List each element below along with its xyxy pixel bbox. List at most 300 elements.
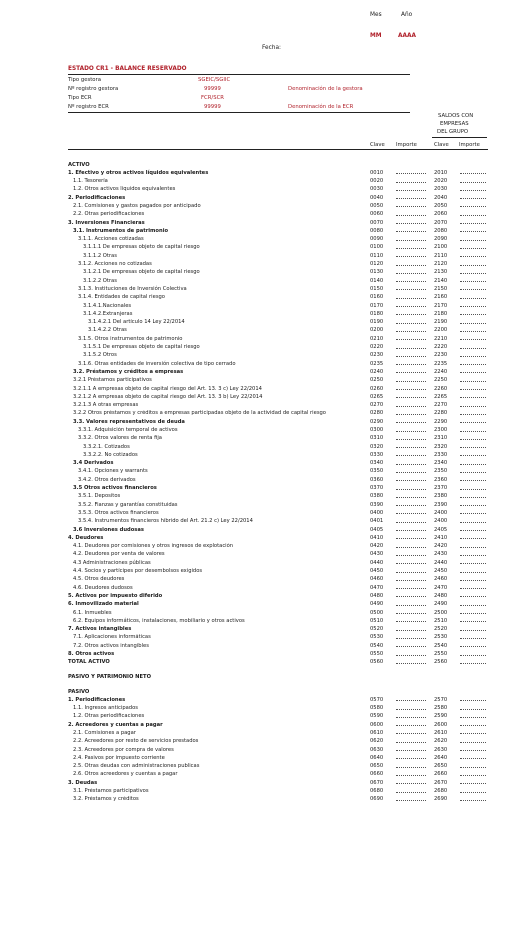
clave-cell: 0260 — [370, 385, 384, 392]
importe-field[interactable] — [396, 360, 434, 368]
importe2-field[interactable] — [460, 501, 522, 509]
importe-field[interactable] — [396, 601, 434, 609]
estado-label: Nº registro ECR — [68, 104, 109, 110]
row-label: 3.2.1.2 A empresas objeto de capital riesgo del Art. 13. 3 b) Ley 22/2014 — [73, 393, 263, 400]
row-label: PASIVO — [68, 689, 90, 695]
importe2-field[interactable] — [460, 261, 522, 269]
clave2-cell: 2680 — [434, 788, 448, 795]
importe2-field[interactable] — [460, 427, 522, 435]
importe-field[interactable] — [396, 460, 434, 468]
row-label: 1.2. Otros activos líquidos equivalentes — [73, 186, 176, 193]
importe-field[interactable] — [396, 393, 434, 401]
importe2-field[interactable] — [460, 285, 522, 293]
clave-cell: 0210 — [370, 335, 384, 342]
importe-field[interactable] — [396, 302, 434, 310]
importe2-field[interactable] — [460, 609, 522, 617]
table-row — [0, 509, 522, 517]
importe2-field[interactable] — [460, 393, 522, 401]
importe2-field[interactable] — [460, 169, 522, 177]
clave-cell: 0570 — [370, 696, 384, 703]
row-label: 3.2.1 Préstamos participativos — [73, 377, 152, 384]
importe2-field[interactable] — [460, 219, 522, 227]
header-rule — [68, 149, 488, 150]
clave2-cell: 2360 — [434, 476, 448, 483]
importe2-field[interactable] — [460, 435, 522, 443]
row-label: PASIVO Y PATRIMONIO NETO — [68, 674, 151, 681]
importe-field[interactable] — [396, 443, 434, 451]
importe2-field[interactable] — [460, 796, 522, 804]
importe-field[interactable] — [396, 526, 434, 534]
clave-cell: 0280 — [370, 410, 384, 417]
row-label: 3.3.2.1. Cotizados — [83, 443, 130, 450]
importe-field[interactable] — [396, 568, 434, 576]
clave2-cell: 2405 — [434, 526, 448, 533]
row-label: 2. Periodificaciones — [68, 194, 126, 201]
importe2-field[interactable] — [460, 186, 522, 194]
importe-field[interactable] — [396, 194, 434, 202]
importe-field[interactable] — [396, 261, 434, 269]
clave2-cell: 2390 — [434, 501, 448, 508]
importe-field[interactable] — [396, 219, 434, 227]
table-row — [0, 754, 522, 762]
clave-cell — [370, 667, 396, 674]
clave2-cell: 2480 — [434, 592, 448, 599]
importe-field[interactable] — [396, 779, 434, 787]
importe-field[interactable] — [396, 754, 434, 762]
importe2-field[interactable] — [460, 696, 522, 704]
importe2-field[interactable] — [460, 418, 522, 426]
clave2-cell: 2450 — [434, 568, 448, 575]
importe2-field[interactable] — [460, 642, 522, 650]
row-label: 4.6. Deudores dudosos — [73, 584, 133, 591]
importe-field[interactable] — [396, 713, 434, 721]
table-row — [0, 261, 522, 269]
importe-field[interactable] — [396, 236, 434, 244]
importe2-field[interactable] — [460, 202, 522, 210]
importe2-field[interactable] — [460, 485, 522, 493]
saldos-line: SALDOS CON — [438, 113, 474, 119]
row-label: 4.4. Socios y partícipes por desembolsos exigidos — [73, 568, 203, 575]
estado-value[interactable]: SGEIC/SGIIC — [198, 77, 231, 83]
importe2-field[interactable] — [460, 194, 522, 202]
importe-field[interactable] — [396, 634, 434, 642]
importe-field[interactable] — [396, 534, 434, 542]
importe-field — [396, 667, 434, 674]
importe2-field[interactable] — [460, 568, 522, 576]
estado-extra[interactable]: Denominación de la gestora — [288, 86, 363, 92]
importe2-field[interactable] — [460, 584, 522, 592]
importe2-field[interactable] — [460, 626, 522, 634]
importe2-field[interactable] — [460, 551, 522, 559]
table-row — [0, 626, 522, 634]
importe2-field[interactable] — [460, 493, 522, 501]
row-label: 3.1.3. Instituciones de Inversión Colectiva — [78, 285, 187, 292]
table-row — [0, 402, 522, 410]
table-row — [0, 319, 522, 327]
importe-field[interactable] — [396, 410, 434, 418]
row-label: 3.3.2. Otros valores de renta fija — [78, 435, 162, 442]
row-label: 3.2.1.1 A empresas objeto de capital riesgo del Art. 13. 3 c) Ley 22/2014 — [73, 385, 262, 392]
importe-field[interactable] — [396, 269, 434, 277]
estado-value[interactable]: 99999 — [204, 86, 221, 92]
importe2-field[interactable] — [460, 518, 522, 526]
table-row — [0, 294, 522, 302]
table-row — [0, 584, 522, 592]
row-label: 5. Activos por impuesto diferido — [68, 592, 163, 599]
importe2-field[interactable] — [460, 729, 522, 737]
importe2-field[interactable] — [460, 771, 522, 779]
table-row — [0, 682, 522, 689]
importe2-field[interactable] — [460, 178, 522, 186]
importe2-field[interactable] — [460, 746, 522, 754]
importe2-field[interactable] — [460, 319, 522, 327]
table-row — [0, 302, 522, 310]
table-row — [0, 186, 522, 194]
importe2-field[interactable] — [460, 211, 522, 219]
importe-field[interactable] — [396, 729, 434, 737]
clave2-cell — [434, 162, 460, 169]
clave-cell: 0090 — [370, 236, 384, 243]
importe-field[interactable] — [396, 642, 434, 650]
table-row — [0, 476, 522, 484]
importe-field[interactable] — [396, 377, 434, 385]
importe2-field[interactable] — [460, 377, 522, 385]
importe2-field[interactable] — [460, 402, 522, 410]
importe2-field[interactable] — [460, 294, 522, 302]
importe2-field[interactable] — [460, 451, 522, 459]
clave-cell — [370, 674, 396, 681]
table-row — [0, 219, 522, 227]
importe-field[interactable] — [396, 746, 434, 754]
clave-cell: 0630 — [370, 746, 384, 753]
importe2-field[interactable] — [460, 269, 522, 277]
importe-field[interactable] — [396, 252, 434, 260]
clave2-cell: 2400 — [434, 518, 448, 525]
saldos-line: EMPRESAS — [440, 121, 469, 127]
importe2-field[interactable] — [460, 302, 522, 310]
clave-cell: 0120 — [370, 261, 384, 268]
table-row — [0, 244, 522, 252]
importe-field[interactable] — [396, 576, 434, 584]
row-label: 2.4. Pasivos por impuesto corriente — [73, 754, 165, 761]
table-row — [0, 368, 522, 376]
clave2-cell: 2110 — [434, 252, 448, 259]
importe-field[interactable] — [396, 592, 434, 600]
importe2-field[interactable] — [460, 576, 522, 584]
clave2-cell: 2250 — [434, 377, 448, 384]
importe-field[interactable] — [396, 435, 434, 443]
row-label: 3.5 Otros activos financieros — [73, 485, 157, 492]
importe2-field[interactable] — [460, 534, 522, 542]
importe-field[interactable] — [396, 427, 434, 435]
clave2-cell: 2270 — [434, 402, 448, 409]
table-row — [0, 788, 522, 796]
row-label: 3.2. Préstamos y créditos — [73, 796, 139, 803]
table-row — [0, 689, 522, 696]
table-row — [0, 178, 522, 186]
table-row — [0, 543, 522, 551]
importe-field[interactable] — [396, 485, 434, 493]
importe-field[interactable] — [396, 310, 434, 318]
importe-field[interactable] — [396, 651, 434, 659]
clave2-cell: 2440 — [434, 559, 448, 566]
importe2-field[interactable] — [460, 335, 522, 343]
clave-cell: 0610 — [370, 729, 384, 736]
clave-cell: 0235 — [370, 360, 384, 367]
importe2-field[interactable] — [460, 310, 522, 318]
clave2-cell: 2690 — [434, 796, 448, 803]
clave2-cell: 2090 — [434, 236, 448, 243]
importe-field[interactable] — [396, 501, 434, 509]
importe2-field[interactable] — [460, 779, 522, 787]
importe-field[interactable] — [396, 402, 434, 410]
importe-field[interactable] — [396, 551, 434, 559]
anio-value[interactable]: AAAA — [398, 33, 416, 39]
importe-field[interactable] — [396, 294, 434, 302]
row-label: 3.5.3. Otros activos financieros — [78, 509, 159, 516]
importe2-field[interactable] — [460, 601, 522, 609]
clave2-cell: 2380 — [434, 493, 448, 500]
estado-bottom-rule — [68, 112, 410, 113]
clave-cell: 0140 — [370, 277, 384, 284]
clave-cell: 0600 — [370, 721, 384, 728]
importe2-field[interactable] — [460, 738, 522, 746]
importe-field[interactable] — [396, 335, 434, 343]
table-row — [0, 696, 522, 704]
clave-cell: 0060 — [370, 211, 384, 218]
fecha-label: Fecha: — [262, 45, 281, 51]
clave-cell: 0550 — [370, 651, 384, 658]
table-row — [0, 418, 522, 426]
estado-value[interactable]: 99999 — [204, 104, 221, 110]
importe2-field[interactable] — [460, 327, 522, 335]
importe2-field[interactable] — [460, 651, 522, 659]
clave2-cell — [434, 682, 460, 689]
importe-field[interactable] — [396, 763, 434, 771]
clave-cell: 0530 — [370, 634, 384, 641]
importe2-field — [460, 674, 522, 681]
importe2-field[interactable] — [460, 468, 522, 476]
importe2-field[interactable] — [460, 460, 522, 468]
clave-cell: 0160 — [370, 294, 384, 301]
importe-field[interactable] — [396, 285, 434, 293]
clave-cell: 0510 — [370, 617, 384, 624]
importe-field[interactable] — [396, 277, 434, 285]
estado-extra[interactable]: Denominación de la ECR — [288, 104, 354, 110]
clave-cell: 0640 — [370, 754, 384, 761]
importe-field[interactable] — [396, 493, 434, 501]
clave-cell: 0520 — [370, 626, 384, 633]
clave2-cell: 2020 — [434, 178, 448, 185]
row-label: 3.3.1. Adquisición temporal de activos — [78, 427, 178, 433]
importe-field[interactable] — [396, 617, 434, 625]
row-label: 3.1.5.1 De empresas objeto de capital riesgo — [83, 344, 200, 351]
clave-cell: 0460 — [370, 576, 384, 583]
importe-field[interactable] — [396, 509, 434, 517]
clave2-cell: 2080 — [434, 227, 448, 234]
importe2-field[interactable] — [460, 509, 522, 517]
importe-field[interactable] — [396, 468, 434, 476]
importe-field[interactable] — [396, 518, 434, 526]
clave-cell: 0170 — [370, 302, 384, 309]
importe2-field[interactable] — [460, 443, 522, 451]
clave-cell: 0340 — [370, 460, 384, 467]
clave2-cell: 2060 — [434, 211, 448, 218]
clave2-cell: 2330 — [434, 451, 448, 458]
importe-field[interactable] — [396, 169, 434, 177]
table-row — [0, 360, 522, 368]
estado-title: ESTADO CR1 - BALANCE RESERVADO — [68, 66, 187, 72]
clave2-cell: 2630 — [434, 746, 448, 753]
importe-field[interactable] — [396, 344, 434, 352]
balance-table — [0, 162, 522, 804]
row-label: 3.1.5. Otros instrumentos de patrimonio — [78, 335, 183, 342]
table-row — [0, 601, 522, 609]
table-row — [0, 729, 522, 737]
importe-field[interactable] — [396, 178, 434, 186]
clave2-cell: 2200 — [434, 327, 448, 334]
importe-field[interactable] — [396, 476, 434, 484]
clave2-cell: 2310 — [434, 435, 448, 442]
importe-field — [396, 162, 434, 169]
importe2-field[interactable] — [460, 360, 522, 368]
importe-field[interactable] — [396, 659, 434, 667]
importe2-field[interactable] — [460, 559, 522, 567]
row-label: 2.1. Comisiones y gastos pagados por anticipado — [73, 202, 201, 209]
row-label: TOTAL ACTIVO — [68, 659, 110, 666]
table-row — [0, 796, 522, 804]
importe2-field[interactable] — [460, 543, 522, 551]
importe2-field[interactable] — [460, 236, 522, 244]
row-label: 3. Inversiones Financieras — [68, 219, 145, 226]
clave-cell: 0270 — [370, 402, 384, 409]
clave2-cell: 2240 — [434, 368, 448, 375]
importe2-field — [460, 689, 522, 696]
importe-field[interactable] — [396, 418, 434, 426]
importe2-field[interactable] — [460, 634, 522, 642]
clave-cell: 0100 — [370, 244, 384, 251]
importe-field[interactable] — [396, 211, 434, 219]
importe2-field[interactable] — [460, 227, 522, 235]
importe2-field[interactable] — [460, 252, 522, 260]
importe2-field[interactable] — [460, 385, 522, 393]
importe-field[interactable] — [396, 543, 434, 551]
clave-cell: 0265 — [370, 393, 384, 400]
importe2-field[interactable] — [460, 763, 522, 771]
importe2-field[interactable] — [460, 592, 522, 600]
importe-field[interactable] — [396, 451, 434, 459]
importe2-field[interactable] — [460, 721, 522, 729]
clave2-cell: 2670 — [434, 779, 448, 786]
importe-field[interactable] — [396, 721, 434, 729]
importe-field[interactable] — [396, 584, 434, 592]
importe2-field[interactable] — [460, 410, 522, 418]
clave2-cell: 2410 — [434, 534, 448, 541]
importe-field[interactable] — [396, 626, 434, 634]
clave-cell: 0690 — [370, 796, 384, 803]
clave2-cell: 2530 — [434, 634, 448, 641]
clave-cell: 0010 — [370, 169, 384, 176]
clave-cell: 0030 — [370, 186, 384, 193]
importe-field[interactable] — [396, 385, 434, 393]
importe-field — [396, 682, 434, 689]
clave2-header: Clave — [434, 142, 449, 148]
row-label: 2.1. Comisiones a pagar — [73, 729, 136, 736]
table-row — [0, 327, 522, 335]
importe-field[interactable] — [396, 352, 434, 360]
importe-field[interactable] — [396, 227, 434, 235]
table-row — [0, 738, 522, 746]
table-row — [0, 559, 522, 567]
importe2-field[interactable] — [460, 788, 522, 796]
importe-field[interactable] — [396, 705, 434, 713]
importe2-field[interactable] — [460, 617, 522, 625]
row-label: 3.1.6. Otras entidades de inversión colectiva de tipo cerrado — [78, 360, 236, 367]
importe2-field[interactable] — [460, 344, 522, 352]
importe-field[interactable] — [396, 202, 434, 210]
importe2-field[interactable] — [460, 244, 522, 252]
table-row — [0, 252, 522, 260]
table-row — [0, 779, 522, 787]
clave-cell: 0050 — [370, 202, 384, 209]
row-label: 2.5. Otras deudas con administraciones publicas — [73, 763, 200, 770]
table-row — [0, 651, 522, 659]
row-label: 3.5.4. Instrumentos financieros híbrido del Art. 21.2 c) Ley 22/2014 — [78, 518, 253, 525]
table-row — [0, 443, 522, 451]
clave2-cell: 2130 — [434, 269, 448, 276]
clave2-cell: 2160 — [434, 294, 448, 301]
importe-field[interactable] — [396, 244, 434, 252]
importe2-field[interactable] — [460, 705, 522, 713]
clave2-cell: 2510 — [434, 617, 448, 624]
saldos-line: DEL GRUPO — [437, 129, 469, 135]
importe-field[interactable] — [396, 186, 434, 194]
importe2-field[interactable] — [460, 476, 522, 484]
importe-field[interactable] — [396, 788, 434, 796]
importe-field[interactable] — [396, 796, 434, 804]
row-label: 3.2.2 Otros préstamos y créditos a empresas participadas objeto de la actividad de capital riesgo — [73, 410, 326, 417]
importe-field[interactable] — [396, 771, 434, 779]
importe-field[interactable] — [396, 327, 434, 335]
clave2-cell: 2540 — [434, 642, 448, 649]
importe2-field[interactable] — [460, 713, 522, 721]
importe-field[interactable] — [396, 696, 434, 704]
clave2-cell: 2300 — [434, 427, 448, 433]
importe-field[interactable] — [396, 368, 434, 376]
importe2-field[interactable] — [460, 368, 522, 376]
importe-field[interactable] — [396, 738, 434, 746]
importe2-field[interactable] — [460, 352, 522, 360]
clave-cell: 0670 — [370, 779, 384, 786]
clave-cell: 0401 — [370, 518, 384, 525]
importe-field[interactable] — [396, 559, 434, 567]
clave-cell: 0430 — [370, 551, 384, 558]
importe-field[interactable] — [396, 319, 434, 327]
mes-value[interactable]: MM — [370, 33, 382, 39]
estado-value[interactable]: FCR/SCR — [201, 95, 224, 101]
importe2-field[interactable] — [460, 754, 522, 762]
clave2-cell — [434, 689, 460, 696]
importe-field[interactable] — [396, 609, 434, 617]
importe2-field[interactable] — [460, 526, 522, 534]
importe2-field[interactable] — [460, 659, 522, 667]
clave-cell: 0480 — [370, 592, 384, 599]
clave-cell: 0390 — [370, 501, 384, 508]
clave-cell: 0360 — [370, 476, 384, 483]
clave2-cell: 2180 — [434, 310, 448, 317]
importe2-field[interactable] — [460, 277, 522, 285]
clave-cell: 0200 — [370, 327, 384, 334]
